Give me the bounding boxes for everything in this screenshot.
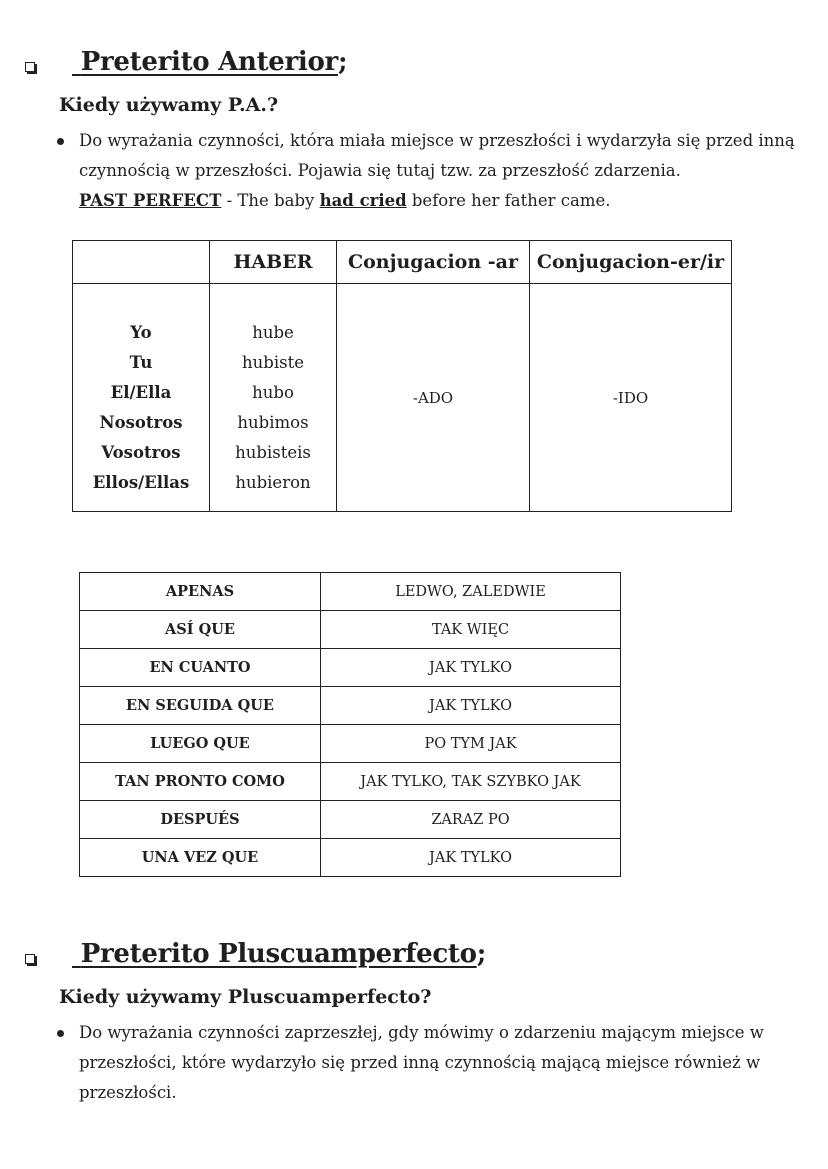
section-title-pluscuamperfecto xyxy=(72,939,486,969)
spanish-term: LUEGO QUE xyxy=(80,725,321,763)
pronoun: Tu xyxy=(129,352,153,372)
polish-translation: JAK TYLKO xyxy=(321,687,621,725)
haber-form: hubimos xyxy=(237,412,309,432)
spanish-term: TAN PRONTO COMO xyxy=(80,763,321,801)
bullet-paragraph xyxy=(79,1018,764,1108)
polish-translation: LEDWO, ZALEDWIE xyxy=(321,573,621,611)
section-title-text: Preterito Anterior xyxy=(80,47,338,77)
polish-translation: ZARAZ PO xyxy=(321,801,621,839)
table-row xyxy=(80,801,621,839)
table-row xyxy=(80,839,621,877)
paragraph-line: Do wyrażania czynności, która miała miejsce w przeszłości i wydarzyła się przed inną xyxy=(79,131,795,150)
section-title-text: Preterito Pluscuamperfecto xyxy=(80,939,477,969)
section-question: Kiedy używamy P.A.? xyxy=(59,94,279,116)
header-cell-haber: HABER xyxy=(210,241,337,284)
ar-suffix-cell: -ADO xyxy=(337,284,530,512)
polish-translation: TAK WIĘC xyxy=(321,611,621,649)
table-row xyxy=(80,725,621,763)
paragraph-line: Do wyrażania czynności zaprzeszłej, gdy mówimy o zdarzeniu mającym miejsce w xyxy=(79,1023,764,1042)
example-label: PAST PERFECT xyxy=(79,191,222,210)
table-row xyxy=(80,763,621,801)
header-cell-er-ir: Conjugacion-er/ir xyxy=(530,241,732,284)
table-row xyxy=(80,573,621,611)
header-cell-ar: Conjugacion -ar xyxy=(337,241,530,284)
checkbox-bullet-icon xyxy=(25,954,35,964)
haber-form: hube xyxy=(252,322,294,342)
header-cell-empty xyxy=(73,241,210,284)
spanish-term: APENAS xyxy=(80,573,321,611)
polish-translation: PO TYM JAK xyxy=(321,725,621,763)
pronoun: Yo xyxy=(130,322,152,342)
polish-translation: JAK TYLKO, TAK SZYBKO JAK xyxy=(321,763,621,801)
checkbox-bullet-icon xyxy=(25,62,35,72)
spanish-term: DESPUÉS xyxy=(80,801,321,839)
table-row xyxy=(80,611,621,649)
bullet-paragraph xyxy=(79,126,795,216)
example-verb: had cried xyxy=(319,191,407,210)
section-question: Kiedy używamy Pluscuamperfecto? xyxy=(59,986,432,1008)
polish-translation: JAK TYLKO xyxy=(321,839,621,877)
table-row xyxy=(80,687,621,725)
section-title-preterito-anterior xyxy=(72,47,347,77)
conjugation-table xyxy=(72,240,732,512)
bullet-dot xyxy=(57,138,64,145)
spanish-term: EN CUANTO xyxy=(80,649,321,687)
pronoun-column xyxy=(73,284,210,512)
er-ir-suffix-cell: -IDO xyxy=(530,284,732,512)
haber-column xyxy=(210,284,337,512)
spanish-term: UNA VEZ QUE xyxy=(80,839,321,877)
section-title-suffix: ; xyxy=(337,47,348,77)
example-line xyxy=(79,186,795,216)
pronoun: Ellos/Ellas xyxy=(92,472,190,492)
pronoun: El/Ella xyxy=(110,382,172,402)
pronoun: Vosotros xyxy=(101,442,181,462)
polish-translation: JAK TYLKO xyxy=(321,649,621,687)
bullet-dot xyxy=(57,1030,64,1037)
pronoun: Nosotros xyxy=(99,412,183,432)
section-title-suffix: ; xyxy=(476,939,486,969)
spanish-term: ASÍ QUE xyxy=(80,611,321,649)
haber-form: hubo xyxy=(252,382,294,402)
table-header-row xyxy=(73,241,732,284)
table-row xyxy=(73,284,732,512)
example-dash: - The baby xyxy=(221,191,320,210)
spanish-term: EN SEGUIDA QUE xyxy=(80,687,321,725)
haber-form: hubisteis xyxy=(235,442,311,462)
example-rest: before her father came. xyxy=(406,191,611,210)
haber-form: hubiste xyxy=(242,352,304,372)
vocabulary-table xyxy=(79,572,621,877)
table-row xyxy=(80,649,621,687)
haber-form: hubieron xyxy=(235,472,311,492)
paragraph-line: przeszłości. xyxy=(79,1083,177,1102)
paragraph-line: czynnością w przeszłości. Pojawia się tutaj tzw. za przeszłość zdarzenia. xyxy=(79,161,681,180)
paragraph-line: przeszłości, które wydarzyło się przed inną czynnością mającą miejsce również w xyxy=(79,1053,761,1072)
